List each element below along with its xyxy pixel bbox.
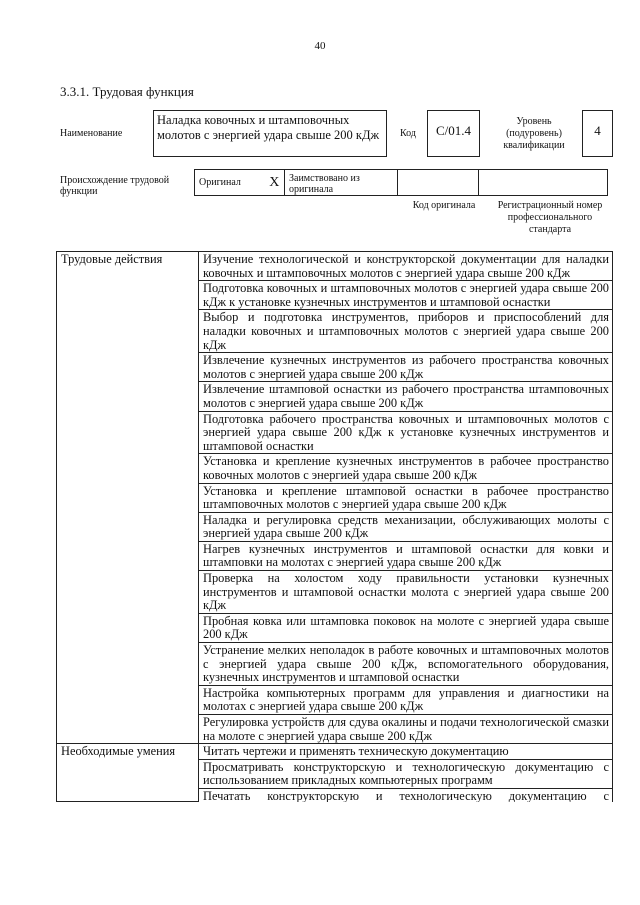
page-number: 40 xyxy=(314,40,326,52)
code-label: Код xyxy=(400,128,416,139)
original-mark: X xyxy=(265,170,285,196)
origin-label: Происхождение трудовой функции xyxy=(60,175,170,197)
labor-action-item: Проверка на холостом ходу правильности установки кузнечных инструментов и штамповой оснастки молота с энергией удара свыше 200 кДж xyxy=(199,571,613,614)
labor-action-item: Установка и крепление штамповой оснастки в рабочее пространство штамповочных молотов с энергией удара свыше 200 кДж xyxy=(199,483,613,512)
skills-label: Необходимые умения xyxy=(57,744,199,802)
reg-number-caption: Регистрационный номер профессионального стандарта xyxy=(497,200,603,235)
labor-action-item: Извлечение штамповой оснастки из рабочего пространства штамповочных молотов с энергией удара свыше 200 кДж xyxy=(199,382,613,411)
labor-function-table xyxy=(56,251,613,802)
labor-action-item: Нагрев кузнечных инструментов и штамповой оснастки для ковки и штамповки на молотах с энергией удара свыше 200 кДж xyxy=(199,541,613,570)
skill-item: Просматривать конструкторскую и технологическую документацию с использованием прикладных компьютерных программ xyxy=(199,759,613,788)
code-original-caption: Код оригинала xyxy=(412,200,476,211)
labor-action-item: Подготовка ковочных и штамповочных молотов с энергией удара свыше 200 кДж к установке кузнечных инструментов и штамповой оснастки xyxy=(199,281,613,310)
labor-action-item: Установка и крепление кузнечных инструментов в рабочее пространство ковочных молотов с энергией удара свыше 200 кДж xyxy=(199,454,613,483)
level-box xyxy=(582,110,613,157)
name-label: Наименование xyxy=(60,128,123,139)
table-row xyxy=(57,252,613,281)
original-label: Оригинал xyxy=(195,170,265,196)
code-value: C/01.4 xyxy=(435,123,472,138)
labor-action-item: Изучение технологической и конструкторской документации для наладки ковочных и штамповочных молотов с энергией удара свыше 200 кДж xyxy=(199,252,613,281)
labor-action-item: Устранение мелких неполадок в работе ковочных и штамповочных молотов с энергией удара свыше 200 кДж, вспомогательного оборудования, кузнечных инструментов и штамповой оснастки xyxy=(199,643,613,686)
table-row xyxy=(57,744,613,760)
labor-actions-label: Трудовые действия xyxy=(57,252,199,744)
labor-action-item: Регулировка устройств для сдува окалины и подачи технологической смазки на молоте с энергией удара свыше 200 кДж xyxy=(199,715,613,744)
reg-number-cell xyxy=(479,170,608,196)
section-title: 3.3.1. Трудовая функция xyxy=(60,84,194,99)
level-value: 4 xyxy=(594,123,601,138)
labor-action-item: Подготовка рабочего пространства ковочных и штамповочных молотов с энергией удара свыше 200 кДж к установке кузнечных инструментов и штамповой оснастки xyxy=(199,411,613,454)
skill-item: Читать чертежи и применять техническую документацию xyxy=(199,744,613,760)
origin-table xyxy=(194,169,608,196)
labor-action-item: Пробная ковка или штамповка поковок на молоте с энергией удара свыше 200 кДж xyxy=(199,613,613,642)
labor-action-item: Настройка компьютерных программ для управления и диагностики на молотах с энергией удара свыше 200 кДж xyxy=(199,685,613,714)
level-label: Уровень (подуровень) квалификации xyxy=(503,116,565,151)
function-name: Наладка ковочных и штамповочных молотов с энергией удара свыше 200 кДж xyxy=(157,113,380,142)
code-box xyxy=(427,110,480,157)
skill-item-cut xyxy=(199,788,613,802)
borrowed-label: Заимствовано из оригинала xyxy=(285,170,398,196)
skill-item-text: Печатать конструкторскую и технологическую документацию с xyxy=(203,789,609,802)
labor-action-item: Выбор и подготовка инструментов, приборов и приспособлений для наладки ковочных и штамповочных молотов с энергией удара свыше 200 кДж xyxy=(199,310,613,353)
labor-action-item: Наладка и регулировка средств механизации, обслуживающих молоты с энергией удара свыше 200 кДж xyxy=(199,512,613,541)
code-original-cell xyxy=(398,170,479,196)
function-name-box xyxy=(153,110,387,157)
labor-action-item: Извлечение кузнечных инструментов из рабочего пространства ковочных молотов с энергией удара свыше 200 кДж xyxy=(199,353,613,382)
